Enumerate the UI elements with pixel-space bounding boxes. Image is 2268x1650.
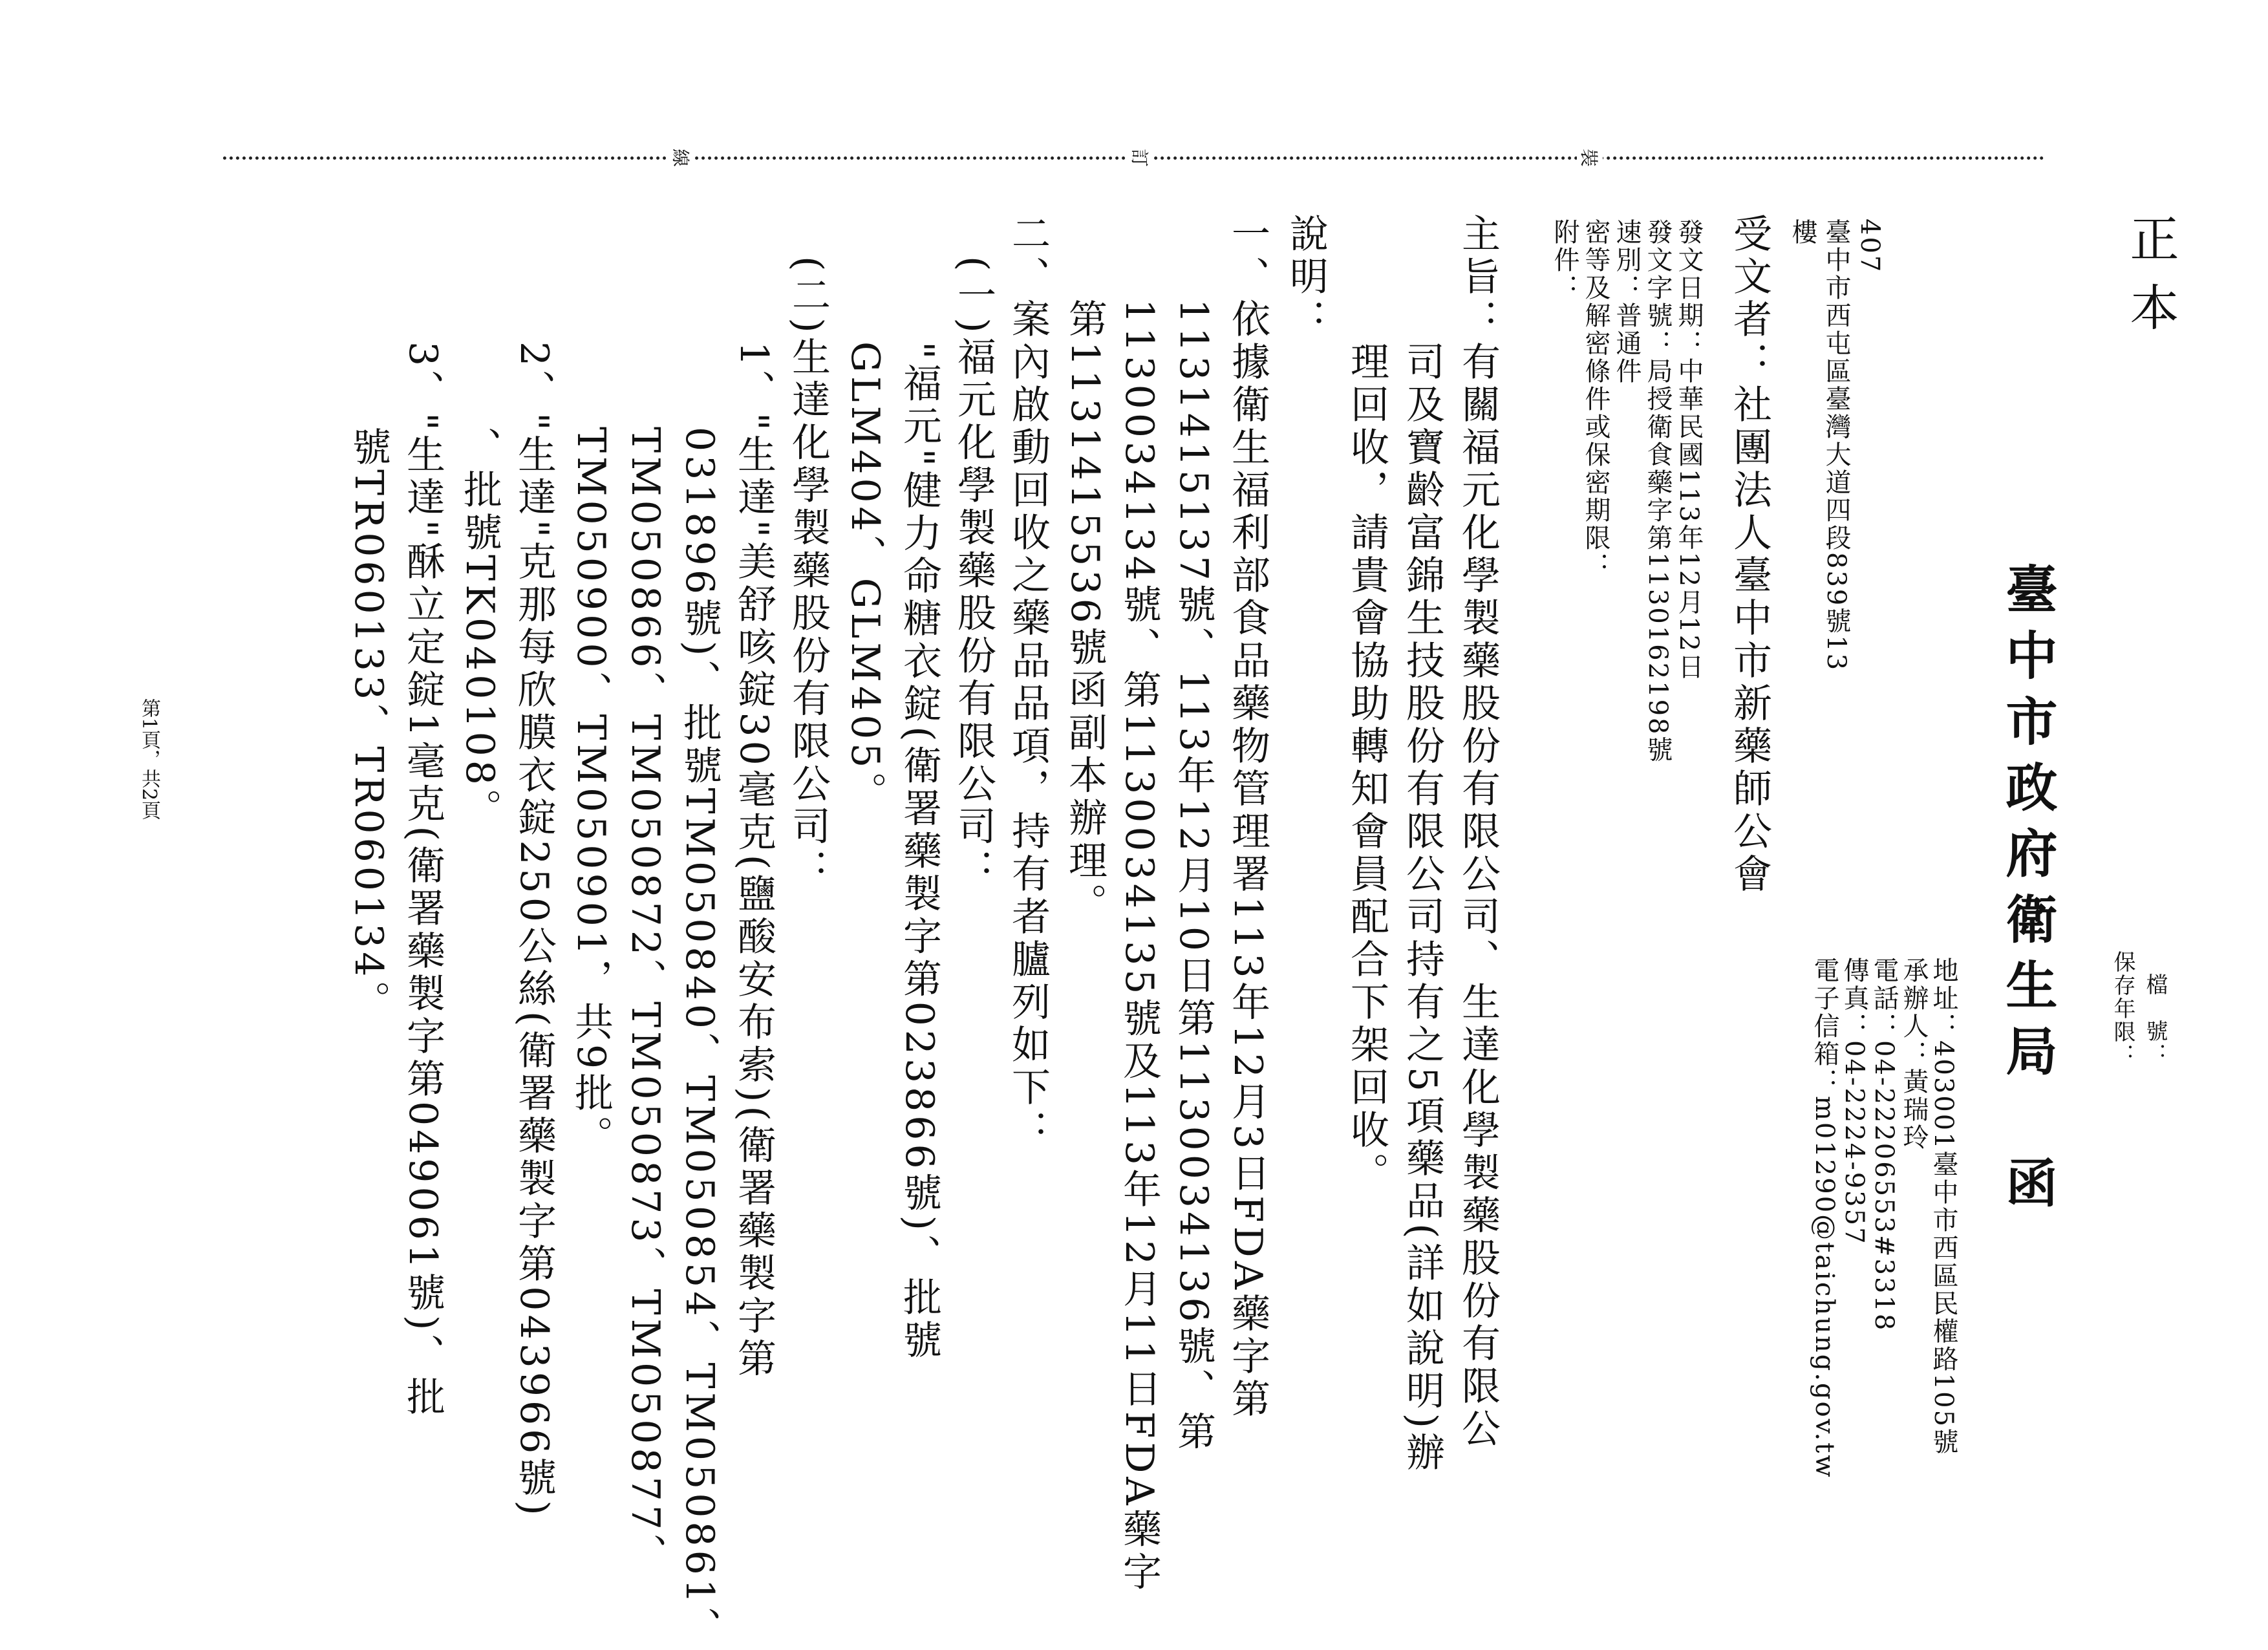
- explanation-line: 一、依據衛生福利部食品藥物管理署113年12月3日FDA藥字第: [1225, 213, 1270, 1422]
- explanation-line: 3、"生達"酥立定錠1毫克(衛署藥製字第049061號)、批: [400, 213, 445, 1420]
- subject-line-3: 理回收，請貴會協助轉知會員配合下架回收。: [1344, 213, 1389, 1195]
- doc-secrecy: 密等及解密條件或保密期限：: [1581, 219, 1610, 580]
- contact-handler: 承辦人：黃瑞玲: [1899, 957, 1929, 1152]
- explanation-line: 二、案內啟動回收之藥品品項，持有者臚列如下：: [1005, 213, 1051, 1152]
- explanation-line: 號TR060133、TR060134。: [346, 213, 391, 1023]
- explanation-line: TM050866、TM050872、TM050873、TM050877、: [623, 213, 668, 1576]
- recipient: 受文者：社團法人臺中市新藥師公會: [1727, 213, 1772, 896]
- binding-mark-xian: 線: [669, 142, 694, 173]
- contact-phone: 電話：04-22206553#3318: [1869, 957, 1899, 1333]
- recipient-postcode: 407: [1855, 219, 1885, 274]
- subject-line-1: 主旨：有關福元化學製藥股份有限公司、生達化學製藥股份有限公: [1455, 213, 1501, 1451]
- archive-file-no: 檔 號：: [2142, 973, 2168, 1066]
- archive-retention: 保存年限：: [2110, 950, 2135, 1067]
- doc-speed: 速別：普通件: [1612, 219, 1642, 385]
- explanation-line: 2、"生達"克那每欣膜衣錠250公絲(衛署藥製字第043966號): [511, 213, 557, 1519]
- doc-date: 發文日期：中華民國113年12月12日: [1674, 219, 1704, 681]
- explanation-line: 1131415137號、113年12月10日第1130034136號、第: [1171, 213, 1216, 1454]
- binding-mark-ding: 訂: [1128, 142, 1153, 173]
- explanation-line: 031896號)、批號TM050840、TM050854、TM050861、: [677, 213, 722, 1650]
- page-number: 第1頁，共2頁: [138, 698, 160, 820]
- subject-line-2: 司及寶齡富錦生技股份有限公司持有之5項藥品(詳如說明)辦: [1400, 213, 1445, 1475]
- explanation-line: 、批號TK040108。: [457, 213, 502, 831]
- explanation-line: 1130034134號、第1130034135號及113年12月11日FDA藥字: [1117, 213, 1162, 1594]
- stamp-original: 正本: [2122, 213, 2179, 350]
- explanation-line: (一)福元化學製藥股份有限公司：: [951, 213, 996, 892]
- binding-mark-zhuang: 裝: [1577, 142, 1603, 173]
- explanation-label: 說明：: [1283, 213, 1329, 341]
- explanation-line: 1、"生達"美舒咳錠30毫克(鹽酸安布索)(衛署藥製字第: [731, 213, 776, 1381]
- explanation-line: (二)生達化學製藥股份有限公司：: [786, 213, 831, 892]
- doc-attachment: 附件：: [1550, 219, 1579, 302]
- explanation-line: 第1131415536號函副本辦理。: [1062, 213, 1107, 926]
- document-title: 臺中市政府衛生局 函: [1997, 562, 2058, 1222]
- contact-fax: 傳真：04-2224-9357: [1839, 957, 1869, 1246]
- contact-email: 電子信箱：m01290@taichung.gov.tw: [1810, 957, 1839, 1479]
- recipient-address-line2: 樓: [1788, 219, 1817, 246]
- explanation-line: "福元"健力命糖衣錠(衛署藥製字第023866號)、批號: [897, 213, 942, 1363]
- explanation-line: TM050900、TM050901，共9批。: [568, 213, 614, 1159]
- doc-number: 發文字號：局授衛食藥字第1130162198號: [1643, 219, 1673, 764]
- recipient-address-line1: 臺中市西屯區臺灣大道四段839號13: [1821, 219, 1851, 672]
- explanation-line: GLM404、GLM405。: [842, 213, 888, 815]
- contact-address: 地址：403001臺中市西區民權路105號: [1929, 957, 1958, 1457]
